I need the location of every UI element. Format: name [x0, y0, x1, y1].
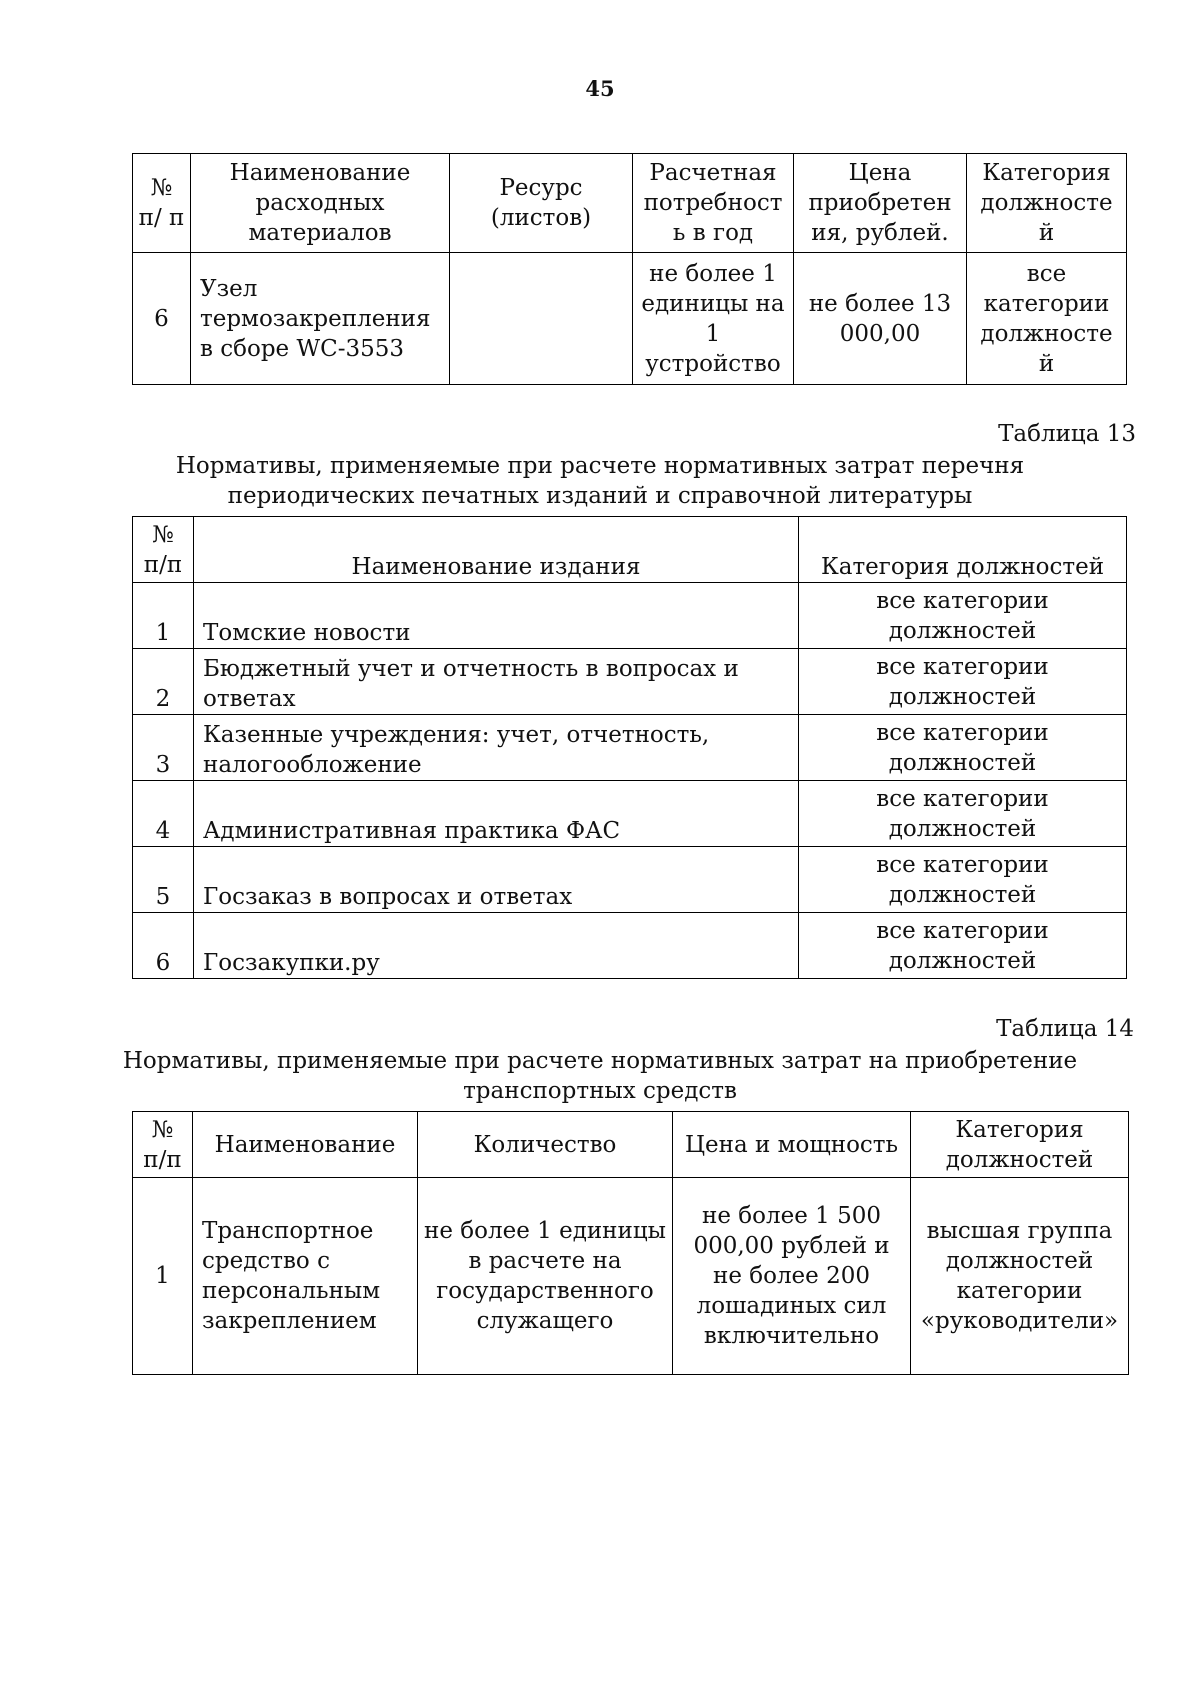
header-category: Категория должносте й [967, 154, 1127, 253]
header-price-power: Цена и мощность [673, 1112, 911, 1178]
row-publication-name: Казенные учреждения: учет, отчетность, налогообложение [194, 715, 799, 781]
table-row [133, 781, 1127, 847]
header-category: Категория должностей [799, 517, 1127, 583]
row-publication-name: Томские новости [194, 583, 799, 649]
header-name: Наименование [193, 1112, 418, 1178]
table-row [133, 649, 1127, 715]
table13-caption-line: Нормативы, применяемые при расчете нормативных затрат перечня [175, 453, 1025, 479]
header-num: № п/ п [133, 154, 191, 253]
row-category: все категории должностей [799, 649, 1127, 715]
row-category: высшая группа должностей категории «руководители» [911, 1178, 1129, 1375]
row-category: все категории должностей [799, 781, 1127, 847]
row-num: 6 [133, 253, 191, 385]
periodicals-table [132, 516, 1127, 979]
table14-caption-line: Нормативы, применяемые при расчете нормативных затрат на приобретение [122, 1048, 1078, 1074]
header-num: № п/п [133, 517, 194, 583]
table-row [133, 847, 1127, 913]
table13-label: Таблица 13 [998, 421, 1136, 447]
header-price: Цена приобретен ия, рублей. [794, 154, 967, 253]
row-num: 4 [133, 781, 194, 847]
row-resource [450, 253, 633, 385]
row-num: 5 [133, 847, 194, 913]
row-num: 1 [133, 1178, 193, 1375]
consumables-table [132, 153, 1127, 385]
header-publication-name: Наименование издания [194, 517, 799, 583]
header-resource: Ресурс (листов) [450, 154, 633, 253]
row-publication-name: Административная практика ФАС [194, 781, 799, 847]
row-num: 3 [133, 715, 194, 781]
row-price: не более 13 000,00 [794, 253, 967, 385]
table-header-row [133, 1112, 1129, 1178]
row-publication-name: Бюджетный учет и отчетность в вопросах и ответах [194, 649, 799, 715]
row-num: 6 [133, 913, 194, 979]
page-number: 45 [585, 76, 615, 101]
row-num: 2 [133, 649, 194, 715]
header-category: Категория должностей [911, 1112, 1129, 1178]
row-category: все категории должностей [799, 715, 1127, 781]
row-publication-name: Госзакупки.ру [194, 913, 799, 979]
table-row [133, 715, 1127, 781]
header-material-name: Наименование расходных материалов [191, 154, 450, 253]
table-header-row [133, 517, 1127, 583]
table14-label: Таблица 14 [996, 1016, 1134, 1042]
row-quantity: не более 1 единицы в расчете на государственного служащего [418, 1178, 673, 1375]
table14-caption-line: транспортных средств [463, 1078, 737, 1104]
header-quantity: Количество [418, 1112, 673, 1178]
table-row [133, 253, 1127, 385]
row-category: все категории должностей [799, 583, 1127, 649]
table-row [133, 1178, 1129, 1375]
row-category: все категории должносте й [967, 253, 1127, 385]
header-annual-need: Расчетная потребност ь в год [633, 154, 794, 253]
row-material-name: Узел термозакрепления в сборе WC-3553 [191, 253, 450, 385]
table14-caption [100, 1046, 1100, 1106]
table13-caption [100, 451, 1100, 511]
table13-caption-line: периодических печатных изданий и справочной литературы [227, 483, 973, 509]
row-annual-need: не более 1 единицы на 1 устройство [633, 253, 794, 385]
table-row [133, 583, 1127, 649]
row-num: 1 [133, 583, 194, 649]
table-row [133, 913, 1127, 979]
row-category: все категории должностей [799, 913, 1127, 979]
row-price-power: не более 1 500 000,00 рублей и не более 200 лошадиных сил включительно [673, 1178, 911, 1375]
table-header-row [133, 154, 1127, 253]
row-category: все категории должностей [799, 847, 1127, 913]
row-name: Транспортное средство с персональным закреплением [193, 1178, 418, 1375]
header-num: № п/п [133, 1112, 193, 1178]
vehicles-table [132, 1111, 1129, 1375]
row-publication-name: Госзаказ в вопросах и ответах [194, 847, 799, 913]
